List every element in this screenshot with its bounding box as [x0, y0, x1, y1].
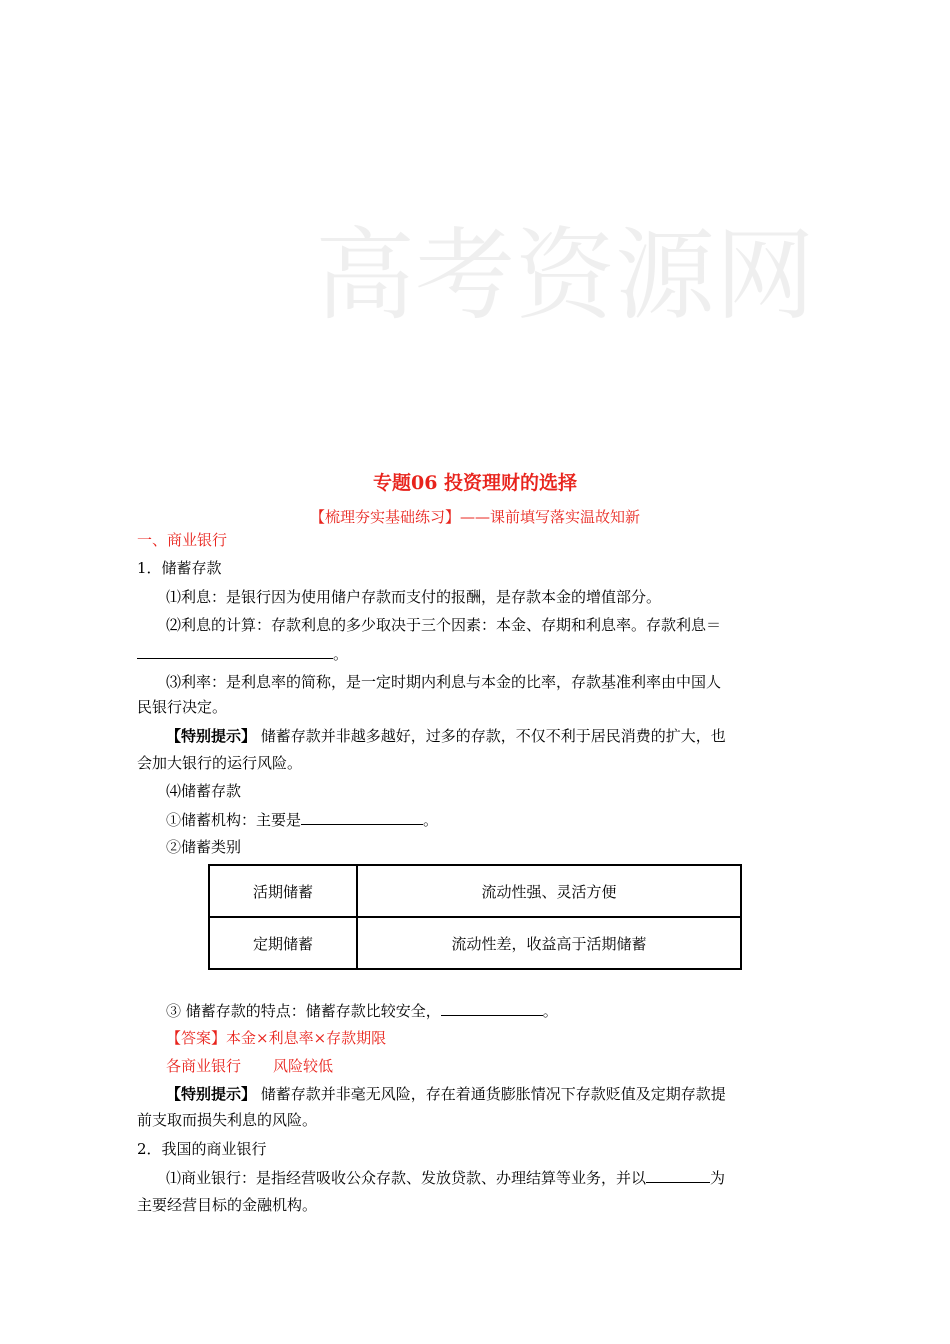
fill-blank[interactable] — [137, 643, 333, 659]
table-row — [209, 865, 741, 917]
commercial-bank-line-1: ⑴商业银行：是指经营吸收公众存款、发放贷款、办理结算等业务，并以 为 — [166, 1169, 726, 1187]
savings-category-heading: ②储蓄类别 — [166, 838, 242, 856]
table-row — [209, 917, 741, 969]
item-heading-1: 1．储蓄存款 — [137, 559, 222, 577]
savings-institution: ①储蓄机构：主要是 。 — [166, 811, 439, 829]
answer-line-2: 各商业银行 风险较低 — [166, 1057, 334, 1075]
item-heading-2: 2．我国的商业银行 — [137, 1140, 267, 1158]
table-cell: 定期储蓄 — [209, 917, 357, 969]
table-cell: 流动性强、灵活方便 — [357, 865, 741, 917]
paragraph-interest-calc-blank: 。 — [137, 643, 348, 664]
commercial-bank-line-2: 主要经营目标的金融机构。 — [137, 1196, 318, 1214]
svg-text:高考资源网: 高考资源网 — [315, 217, 815, 334]
paragraph-savings: ⑷储蓄存款 — [166, 782, 242, 800]
answer-line-1: 【答案】本金×利息率×存款期限 — [166, 1029, 387, 1047]
paragraph-rate-1: ⑶利率：是利息率的简称，是一定时期内利息与本金的比率，存款基准利率由中国人 — [166, 673, 722, 691]
watermark-logo — [305, 140, 815, 370]
table-cell: 活期储蓄 — [209, 865, 357, 917]
tip-1-line-1: 【特别提示】 储蓄存款并非越多越好，过多的存款，不仅不利于居民消费的扩大，也 — [166, 727, 726, 745]
page-subtitle: 【梳理夯实基础练习】——课前填写落实温故知新 — [309, 508, 640, 526]
fill-blank[interactable] — [301, 809, 423, 825]
tip-2-line-2: 前支取而损失利息的风险。 — [137, 1111, 318, 1129]
savings-category-table — [208, 864, 742, 970]
tip-2-line-1: 【特别提示】 储蓄存款并非毫无风险，存在着通货膨胀情况下存款贬值及定期存款提 — [166, 1085, 726, 1103]
savings-feature: ③ 储蓄存款的特点：储蓄存款比较安全， 。 — [166, 1002, 558, 1020]
table-cell: 流动性差，收益高于活期储蓄 — [357, 917, 741, 969]
page-title: 专题06 投资理财的选择 — [372, 472, 578, 494]
paragraph-interest-calc: ⑵利息的计算：存款利息的多少取决于三个因素：本金、存期和利息率。存款利息＝ — [166, 616, 722, 634]
section-heading: 一、商业银行 — [137, 531, 228, 549]
tip-label: 【特别提示】 — [166, 727, 257, 745]
tip-1-line-2: 会加大银行的运行风险。 — [137, 754, 303, 772]
fill-blank[interactable] — [646, 1167, 710, 1183]
tip-label: 【特别提示】 — [166, 1085, 257, 1103]
paragraph-rate-2: 民银行决定。 — [137, 698, 228, 716]
fill-blank[interactable] — [441, 1000, 543, 1016]
answer-label: 【答案】 — [166, 1029, 227, 1047]
paragraph-interest: ⑴利息：是银行因为使用储户存款而支付的报酬，是存款本金的增值部分。 — [166, 588, 662, 606]
